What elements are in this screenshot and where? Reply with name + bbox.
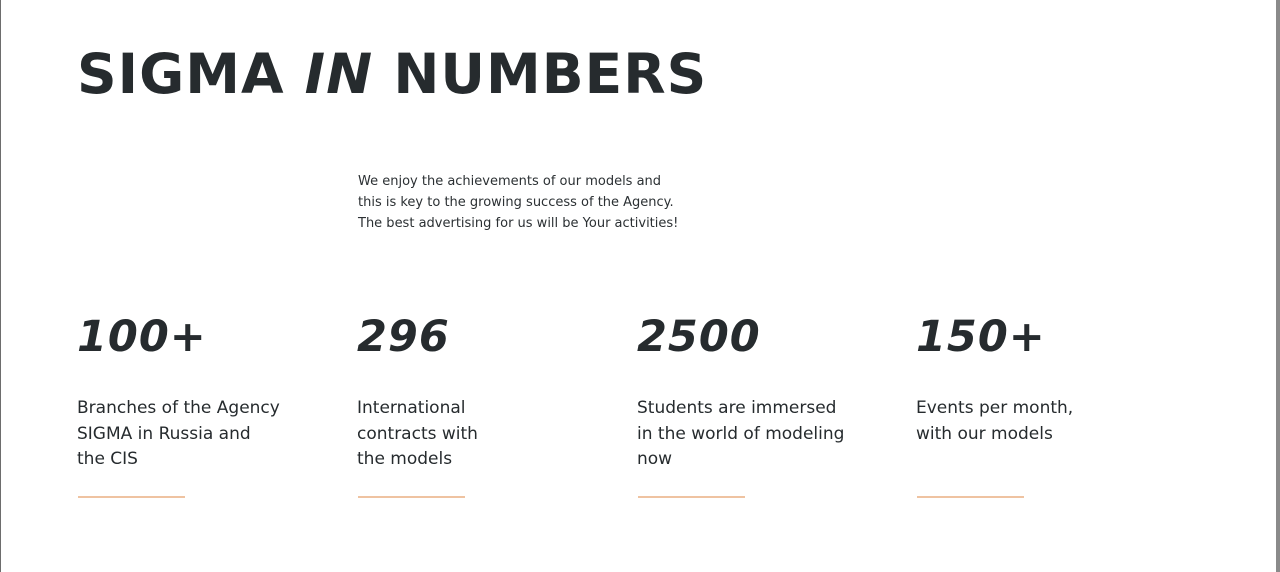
intro-line: We enjoy the achievements of our models and: [358, 174, 662, 189]
stat-description: [637, 396, 897, 474]
stat-contracts: [357, 308, 617, 474]
stat-description-line: the CIS: [77, 449, 138, 469]
stat-value: 100+: [77, 312, 207, 362]
stat-description: [916, 396, 1176, 474]
stat-description-line: contracts with: [357, 423, 478, 444]
stat-underline: [638, 496, 745, 498]
stat-students: [637, 308, 897, 474]
stat-description-line: SIGMA in Russia and: [77, 423, 251, 444]
stat-description-line: in the world of modeling: [637, 423, 845, 444]
stat-value: 2500: [637, 312, 761, 362]
stat-description-line: Events per month,: [916, 398, 1074, 418]
stat-description: [357, 396, 617, 474]
intro-line: this is key to the growing success of the Agency.: [358, 195, 674, 210]
page-title-part-numbers: NUMBERS: [373, 42, 708, 106]
stat-value: 296: [357, 312, 450, 362]
window-right-border: [1276, 0, 1280, 572]
page-title: [77, 40, 707, 108]
stat-description-line: the models: [357, 449, 453, 469]
stat-description-line: Students are immersed: [637, 398, 837, 418]
stat-description-line: Branches of the Agency: [77, 398, 280, 418]
page-title-part-sigma: SIGMA: [77, 42, 305, 106]
stat-branches: [77, 308, 337, 474]
page-title-part-in: IN: [304, 42, 374, 106]
stat-description-line: International: [357, 398, 466, 418]
stat-underline: [358, 496, 465, 498]
stat-description-line: with our models: [916, 423, 1053, 444]
window-left-border: [0, 0, 1, 572]
stat-events: [916, 308, 1176, 474]
stat-value: 150+: [916, 312, 1046, 362]
stat-description-line: now: [637, 449, 673, 469]
stat-underline: [917, 496, 1024, 498]
intro-line: The best advertising for us will be Your activities!: [358, 216, 679, 231]
stat-underline: [78, 496, 185, 498]
intro-text: [358, 171, 688, 234]
stat-description: [77, 396, 337, 474]
